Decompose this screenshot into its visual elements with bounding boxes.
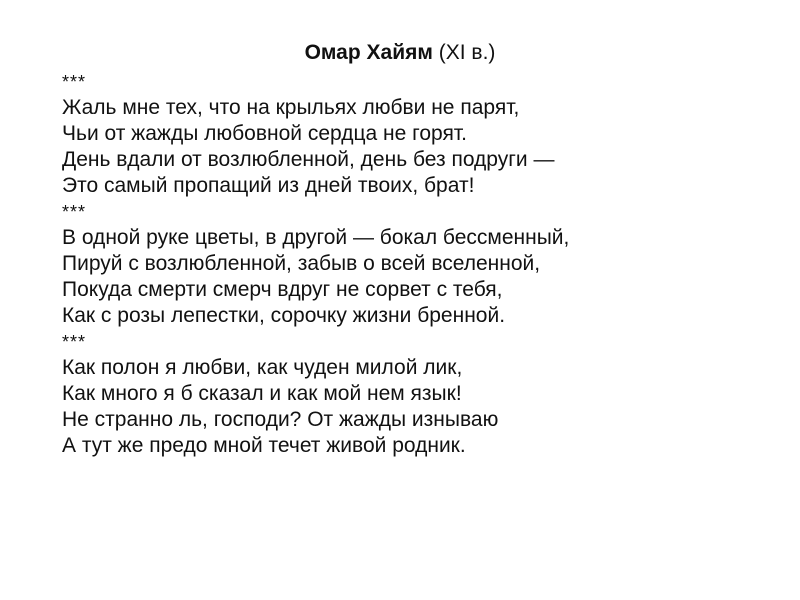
poem-line: Чьи от жажды любовной сердца не горят. xyxy=(62,122,467,145)
poem-line: А тут же предо мной течет живой родник. xyxy=(62,434,466,457)
author-name: Омар Хайям xyxy=(304,41,433,64)
stanza-separator: *** xyxy=(62,202,87,222)
poem-body xyxy=(62,69,762,459)
poem-line: Как полон я любви, как чуден милой лик, xyxy=(62,356,463,379)
poem-line: Покуда смерти смерч вдруг не сорвет с тебя, xyxy=(62,278,503,301)
poem-line: Как много я б сказал и как мой нем язык! xyxy=(62,382,462,405)
poem-line: Не странно ль, господи? От жажды изнываю xyxy=(62,408,499,431)
poem-line: Пируй с возлюбленной, забыв о всей вселенной, xyxy=(62,252,541,275)
page-title xyxy=(0,40,800,66)
stanza-separator: *** xyxy=(62,72,87,92)
century-label: (XI в.) xyxy=(438,41,496,64)
poem-line: В одной руке цветы, в другой — бокал бессменный, xyxy=(62,226,570,249)
poem-line: Как с розы лепестки, сорочку жизни бренной. xyxy=(62,304,506,327)
poem-line: День вдали от возлюбленной, день без подруги — xyxy=(62,148,555,171)
poem-line: Это самый пропащий из дней твоих, брат! xyxy=(62,174,475,197)
poem-line: Жаль мне тех, что на крыльях любви не парят, xyxy=(62,96,520,119)
stanza-separator: *** xyxy=(62,332,87,352)
